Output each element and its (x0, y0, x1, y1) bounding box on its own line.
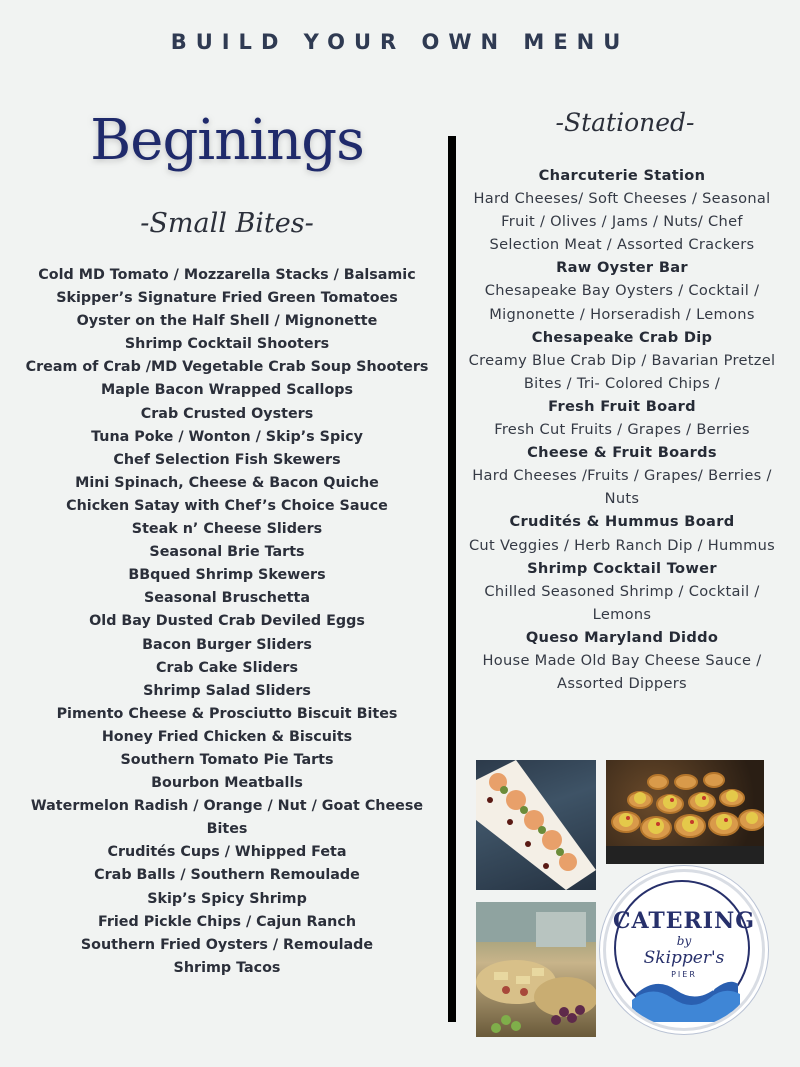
station-description-line: Mignonette / Horseradish / Lemons (489, 305, 755, 323)
small-bite-item: Skipper’s Signature Fried Green Tomatoes (56, 290, 398, 307)
small-bite-item: Bacon Burger Sliders (142, 636, 312, 653)
station-description-line: Bites / Tri- Colored Chips / (523, 374, 721, 392)
station-description-line: Creamy Blue Crab Dip / Bavarian Pretzel (468, 351, 776, 369)
stations-list (462, 164, 782, 695)
logo-text-by: by (676, 934, 692, 948)
station-name: Charcuterie Station (538, 167, 706, 184)
small-bite-item: Bourbon Meatballs (151, 775, 303, 792)
station-description-line: Fruit / Olives / Jams / Nuts/ Chef (501, 213, 743, 231)
small-bite-item: Bites (206, 821, 248, 838)
station-name: Raw Oyster Bar (556, 259, 688, 277)
small-bite-item: Southern Tomato Pie Tarts (120, 751, 334, 768)
station-description-line: Chilled Seasoned Shrimp / Cocktail / (484, 582, 760, 600)
station-description-line: Lemons (592, 605, 652, 623)
small-bites-list (20, 264, 434, 980)
small-bite-item: Watermelon Radish / Orange / Nut / Goat Cheese (30, 798, 424, 815)
small-bite-item: Shrimp Tacos (173, 959, 281, 976)
small-bite-item: Shrimp Cocktail Shooters (124, 336, 330, 353)
station-name: Chesapeake Crab Dip (531, 328, 713, 346)
small-bite-item: Crab Cake Sliders (156, 659, 298, 676)
small-bite-item: Pimento Cheese & Prosciutto Biscuit Bites (56, 705, 398, 722)
station-name: Queso Maryland Diddo (525, 628, 719, 646)
station-name: Fresh Fruit Board (548, 397, 696, 415)
logo-text-skippers: Skipper's (643, 948, 725, 968)
small-bite-item: Chef Selection Fish Skewers (113, 451, 341, 468)
small-bite-item: Oyster on the Half Shell / Mignonette (76, 313, 378, 330)
small-bite-item: Cream of Crab /MD Vegetable Crab Soup Shooters (25, 359, 429, 376)
food-photo-mini-tarts (606, 760, 764, 864)
small-bite-item: Chicken Satay with Chef’s Choice Sauce (66, 497, 388, 514)
small-bite-item: Crudités Cups / Whipped Feta (107, 844, 347, 861)
small-bite-item: Crab Balls / Southern Remoulade (94, 867, 360, 884)
small-bite-item: BBqued Shrimp Skewers (128, 567, 326, 584)
station-name: Shrimp Cocktail Tower (527, 559, 717, 577)
small-bite-item: Maple Bacon Wrapped Scallops (100, 382, 354, 399)
station-description-line: Selection Meat / Assorted Crackers (489, 236, 755, 254)
section-title-stationed: -Stationed- (555, 108, 695, 137)
small-bite-item: Skip’s Spicy Shrimp (147, 890, 307, 907)
small-bite-item: Southern Fried Oysters / Remoulade (80, 936, 374, 953)
station-description-line: Cut Veggies / Herb Ranch Dip / Hummus (468, 536, 776, 554)
small-bite-item: Seasonal Brie Tarts (149, 544, 305, 561)
station-description-line: Assorted Dippers (557, 675, 687, 693)
small-bite-item: Seasonal Bruschetta (144, 590, 310, 607)
section-subtitle-small-bites: -Small Bites- (140, 208, 314, 239)
small-bite-item: Steak n’ Cheese Sliders (131, 521, 323, 538)
small-bite-item: Tuna Poke / Wonton / Skip’s Spicy (91, 428, 363, 445)
station-name: Crudités & Hummus Board (509, 513, 735, 531)
food-photo-buffet-spread (476, 902, 596, 1037)
small-bite-item: Shrimp Salad Sliders (143, 682, 311, 699)
station-description-line: Hard Cheeses /Fruits / Grapes/ Berries / (472, 467, 772, 485)
small-bite-item: Honey Fried Chicken & Biscuits (101, 728, 353, 745)
page-title: BUILD YOUR OWN MENU (170, 30, 630, 54)
logo-text-pier: PIER (671, 970, 697, 979)
food-photo-plated-bites (476, 760, 596, 890)
small-bite-item: Cold MD Tomato / Mozzarella Stacks / Balsamic (38, 267, 416, 283)
small-bite-item: Fried Pickle Chips / Cajun Ranch (98, 913, 356, 930)
small-bite-item: Mini Spinach, Cheese & Bacon Quiche (75, 474, 379, 491)
station-name: Cheese & Fruit Boards (527, 444, 717, 462)
catering-logo (606, 872, 762, 1028)
station-description-line: Hard Cheeses/ Soft Cheeses / Seasonal (473, 190, 771, 208)
station-description-line: Nuts (604, 490, 640, 508)
station-description-line: Fresh Cut Fruits / Grapes / Berries (494, 421, 750, 439)
logo-text-catering: CATERING (613, 908, 755, 934)
small-bite-item: Crab Crusted Oysters (140, 405, 314, 422)
station-description-line: Chesapeake Bay Oysters / Cocktail / (484, 282, 760, 300)
small-bite-item: Old Bay Dusted Crab Deviled Eggs (89, 613, 365, 630)
station-description-line: House Made Old Bay Cheese Sauce / (482, 651, 762, 669)
column-divider (448, 136, 456, 1022)
section-title-beginnings: Beginings (90, 108, 364, 173)
